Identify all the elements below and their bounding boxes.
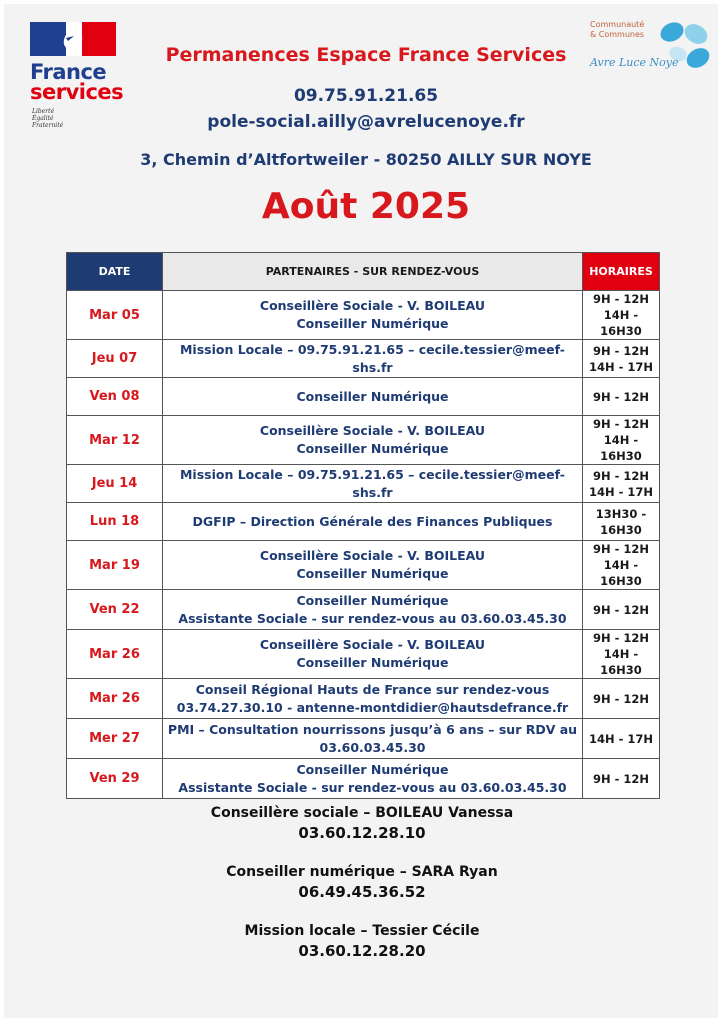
row-hours: [583, 378, 660, 416]
row-date: Ven 22: [67, 590, 163, 630]
partner-line: Mission Locale – 09.75.91.21.65 – cecile.tessier@meef-shs.fr: [179, 341, 565, 375]
row-date: Mer 27: [67, 719, 163, 759]
hours-line: 14H - 17H: [588, 731, 654, 746]
cc-logo-top: Communauté & Communes: [590, 20, 645, 39]
contact-phone: 03.60.12.28.10: [298, 824, 426, 842]
hours-line: 9H - 12H: [592, 771, 650, 786]
row-date: Mar 19: [67, 541, 163, 590]
partner-line: Conseillère Sociale - V. BOILEAU: [259, 548, 486, 563]
partner-line: DGFIP – Direction Générale des Finances Publiques: [192, 513, 553, 529]
hours-line: 9H - 12H: [592, 417, 650, 431]
row-date: Mar 12: [67, 416, 163, 465]
row-partners: [163, 679, 583, 719]
hours-line: 13H30 -: [595, 506, 647, 521]
month-heading: Août 2025: [261, 186, 471, 227]
logo-line-france: France: [30, 60, 107, 84]
hours-line: 14H - 16H30: [600, 558, 642, 588]
row-hours: [583, 759, 660, 799]
contact-name: Conseillère sociale – BOILEAU Vanessa: [210, 805, 514, 821]
partner-line: Conseiller Numérique: [296, 655, 449, 670]
row-hours: [583, 679, 660, 719]
table-row: [67, 719, 660, 759]
cc-logo-name: Avre Luce Noye: [590, 56, 679, 69]
contacts-section: [0, 804, 724, 981]
row-hours: [583, 503, 660, 541]
table-row: [67, 340, 660, 378]
partner-line: 03.60.03.45.30: [319, 739, 426, 755]
row-partners: [163, 503, 583, 541]
header-hours: HORAIRES: [583, 253, 660, 291]
row-hours: [583, 719, 660, 759]
row-date: Mar 26: [67, 630, 163, 679]
table-row: [67, 759, 660, 799]
contact-entry: [0, 804, 724, 843]
row-date: Jeu 07: [67, 340, 163, 378]
hours-line: 16H30: [600, 522, 642, 537]
table-row: [67, 590, 660, 630]
row-partners: [163, 541, 583, 590]
partner-line: Conseillère Sociale - V. BOILEAU: [259, 298, 486, 313]
table-row: [67, 630, 660, 679]
hours-line: 14H - 17H: [588, 484, 654, 499]
hours-line: 14H - 16H30: [600, 308, 642, 338]
row-hours: [583, 465, 660, 503]
row-date: Mar 05: [67, 291, 163, 340]
partner-line: Mission Locale – 09.75.91.21.65 – cecile.tessier@meef-shs.fr: [179, 466, 565, 500]
hours-line: 9H - 12H: [592, 292, 650, 306]
page-title: Permanences Espace France Services: [165, 44, 567, 66]
row-hours: [583, 630, 660, 679]
contact-name: Mission locale – Tessier Cécile: [244, 923, 480, 939]
contact-name: Conseiller numérique – SARA Ryan: [226, 864, 498, 880]
partner-line: Conseiller Numérique: [296, 592, 449, 608]
contact-phone: 03.60.12.28.20: [298, 942, 426, 960]
logo-motto: Liberté Égalité Fraternité: [32, 108, 64, 129]
row-date: Mar 26: [67, 679, 163, 719]
table-row: [67, 541, 660, 590]
hours-line: 9H - 12H: [592, 602, 650, 617]
partner-line: Conseiller Numérique: [296, 441, 449, 456]
row-hours: [583, 416, 660, 465]
hours-line: 14H - 17H: [588, 359, 654, 374]
contact-phone: 06.49.45.36.52: [298, 883, 426, 901]
hours-line: 9H - 12H: [592, 691, 650, 706]
partner-line: Assistante Sociale - sur rendez-vous au 03.60.03.45.30: [178, 610, 567, 626]
hours-line: 9H - 12H: [592, 389, 650, 404]
header-address: 3, Chemin d’Altfortweiler - 80250 AILLY SUR NOYE: [140, 150, 592, 169]
row-partners: [163, 291, 583, 340]
table-header-row: [67, 253, 660, 291]
partner-line: Conseiller Numérique: [296, 566, 449, 581]
contact-entry: [0, 922, 724, 961]
contact-entry: [0, 863, 724, 902]
row-hours: [583, 590, 660, 630]
row-partners: [163, 465, 583, 503]
table-row: [67, 378, 660, 416]
row-hours: [583, 340, 660, 378]
row-partners: [163, 630, 583, 679]
header-phone: 09.75.91.21.65: [293, 86, 439, 106]
row-date: Ven 08: [67, 378, 163, 416]
partner-line: PMI – Consultation nourrissons jusqu’à 6 ans – sur RDV au: [167, 721, 578, 737]
hours-line: 14H - 16H30: [600, 433, 642, 463]
row-hours: [583, 541, 660, 590]
header-partners: PARTENAIRES - SUR RENDEZ-VOUS: [163, 253, 583, 291]
row-date: Ven 29: [67, 759, 163, 799]
hours-line: 9H - 12H: [592, 542, 650, 556]
hours-line: 9H - 12H: [592, 343, 650, 358]
partner-line: Conseiller Numérique: [296, 388, 449, 404]
table-row: [67, 679, 660, 719]
hours-line: 9H - 12H: [592, 631, 650, 645]
partner-line: Assistante Sociale - sur rendez-vous au 03.60.03.45.30: [178, 779, 567, 795]
row-hours: [583, 291, 660, 340]
partner-line: Conseil Régional Hauts de France sur rendez-vous: [195, 681, 550, 697]
hours-line: 9H - 12H: [592, 468, 650, 483]
partner-line: Conseillère Sociale - V. BOILEAU: [259, 637, 486, 652]
hours-line: 14H - 16H30: [600, 647, 642, 677]
row-partners: [163, 416, 583, 465]
row-partners: [163, 590, 583, 630]
row-partners: [163, 759, 583, 799]
table-row: [67, 465, 660, 503]
row-date: Lun 18: [67, 503, 163, 541]
row-partners: [163, 719, 583, 759]
partner-line: 03.74.27.30.10 - antenne-montdidier@hautsdefrance.fr: [176, 699, 569, 715]
logo-line-services: services: [30, 80, 124, 104]
table-row: [67, 503, 660, 541]
table-row: [67, 416, 660, 465]
partner-line: Conseiller Numérique: [296, 761, 449, 777]
partner-line: Conseiller Numérique: [296, 316, 449, 331]
row-date: Jeu 14: [67, 465, 163, 503]
schedule-table: [66, 252, 660, 799]
header-email: pole-social.ailly@avrelucenoye.fr: [207, 112, 525, 132]
table-row: [67, 291, 660, 340]
partner-line: Conseillère Sociale - V. BOILEAU: [259, 423, 486, 438]
row-partners: [163, 378, 583, 416]
row-partners: [163, 340, 583, 378]
header-date: DATE: [67, 253, 163, 291]
